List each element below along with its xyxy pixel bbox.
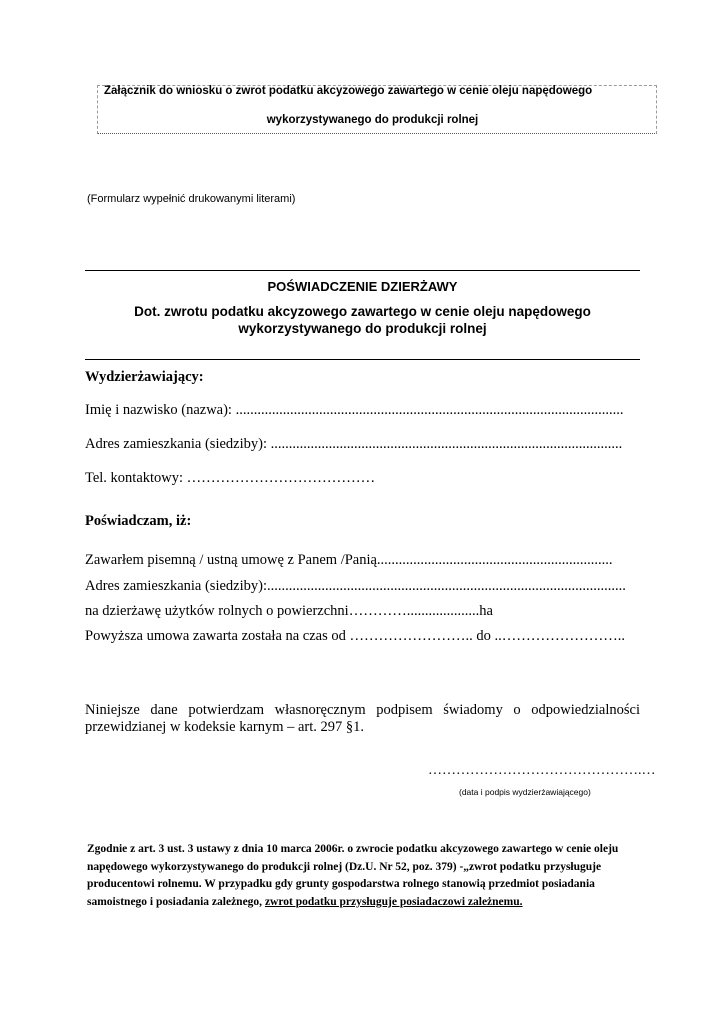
signature-caption: (data i podpis wydzierżawiającego) — [459, 787, 591, 797]
attachment-title-line2-text: wykorzystywanego do produkcji rolnej — [266, 114, 479, 126]
signature-field[interactable]: ……………………………………….… — [428, 763, 656, 778]
form-instruction: (Formularz wypełnić drukowanymi literami) — [87, 193, 296, 205]
attachment-title-line2 — [0, 114, 725, 126]
document-subtitle-line2: wykorzystywanego do produkcji rolnej — [238, 321, 487, 336]
tenant-contract-field[interactable]: Zawarłem pisemną / ustną umowę z Panem /Panią................................................................. — [85, 552, 613, 568]
legal-notice-text: Zgodnie z art. 3 ust. 3 ustawy z dnia 10 marca 2006r. o zwrocie podatku akcyzowego zawartego w cenie oleju napędowego wykorzystywanego do produkcji rolnej (Dz.U. Nr 52, poz. 379) -„zwrot podatku przysługuje producentowi rolnemu. W przypadku gdy grunty gospodarstwa rolnego stanowią przedmiot posiadania samoistnego i posiadania zależnego, — [87, 843, 619, 908]
lease-period-field[interactable]: Powyższa umowa zawarta została na czas od …………………….. do ..…………………….. — [85, 628, 626, 644]
legal-notice — [87, 841, 627, 911]
lessor-heading: Wydzierżawiający: — [85, 369, 204, 385]
lessor-phone-field[interactable]: Tel. kontaktowy: ………………………………… — [85, 470, 376, 486]
document-subtitle-line1: Dot. zwrotu podatku akcyzowego zawartego w cenie oleju napędowego — [134, 304, 591, 319]
declaration-heading: Poświadczam, iż: — [85, 513, 192, 529]
document-title: POŚWIADCZENIE DZIERŻAWY — [267, 279, 458, 294]
title-top-rule — [85, 270, 640, 271]
legal-notice-underlined: zwrot podatku przysługuje posiadaczowi zależnemu. — [264, 895, 523, 908]
tenant-address-field[interactable]: Adres zamieszkania (siedziby):................................................................................................... — [85, 578, 626, 594]
lessor-name-field[interactable]: Imię i nazwisko (nazwa): ........................................................................................................... — [85, 402, 624, 418]
statement-line1: Niniejsze dane potwierdzam własnoręcznym podpisem świadomy o odpowiedzialności — [85, 702, 640, 718]
statement-line2: przewidzianej w kodeksie karnym – art. 297 §1. — [85, 719, 365, 735]
lease-area-field[interactable]: na dzierżawę użytków rolnych o powierzchni…………....................ha — [85, 603, 493, 619]
title-bottom-rule — [85, 359, 640, 360]
lessor-address-field[interactable]: Adres zamieszkania (siedziby): ................................................................................................. — [85, 436, 623, 452]
attachment-title-line1: Załącznik do wniosku o zwrot podatku akcyzowego zawartego w cenie oleju napędowego — [104, 85, 593, 97]
